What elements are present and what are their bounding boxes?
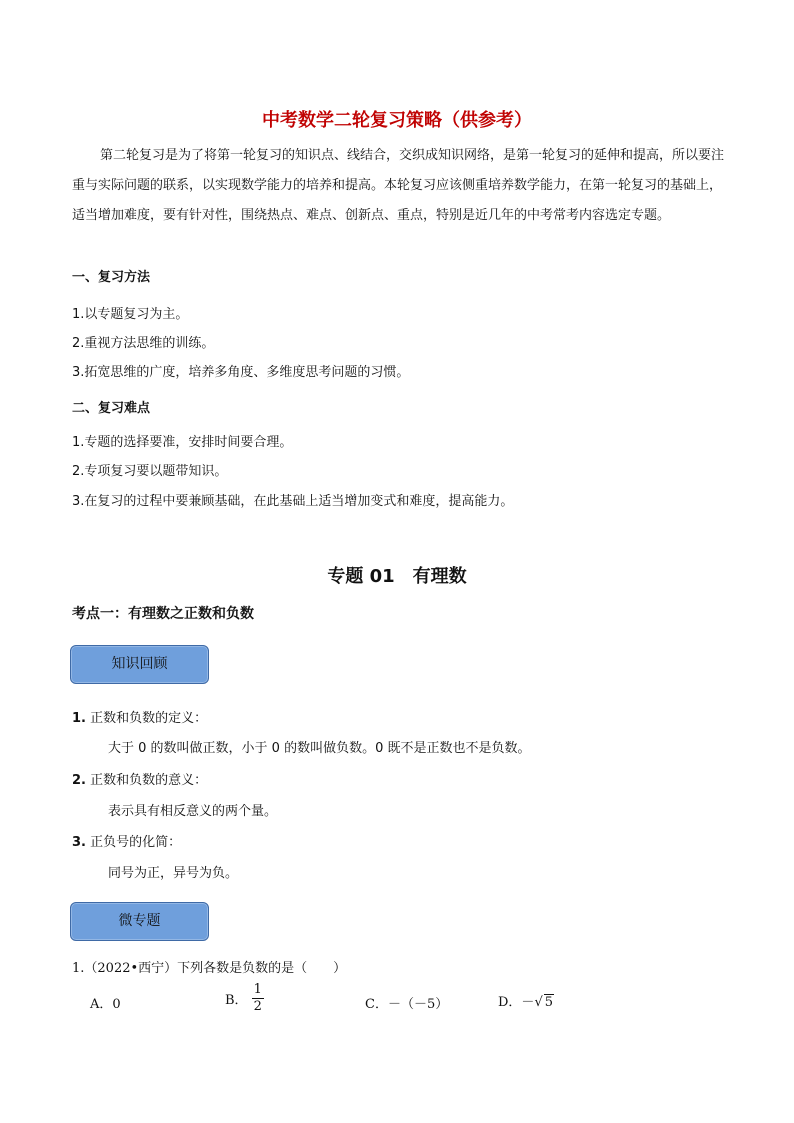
methods-item: 1.以专题复习为主。 <box>72 307 189 322</box>
option-d-label: D．－ <box>498 995 535 1010</box>
micro-topic-badge: 微专题 <box>70 902 209 941</box>
option-d <box>498 991 554 1010</box>
section-heading-difficulties: 二、复习难点 <box>72 401 151 416</box>
difficulties-item: 2.专项复习要以题带知识。 <box>72 464 228 479</box>
option-b-label: B． <box>225 993 248 1008</box>
item-number: 2. <box>72 773 86 788</box>
difficulties-item: 1.专题的选择要准，安排时间要合理。 <box>72 435 293 450</box>
intro-paragraph: 第二轮复习是为了将第一轮复习的知识点、线结合，交织成知识网络，是第一轮复习的延伸和提高，所以要注重与实际问题的联系，以实现数学能力的培养和提高。本轮复习应该侧重培养数学能力，在第一轮复习的基础上，适当增加难度，要有针对性，围绕热点、难点、创新点、重点，特别是近几年的中考常考内容选定专题。 <box>72 148 725 223</box>
item-number: 3. <box>72 835 86 850</box>
page-title: 中考数学二轮复习策略（供参考） <box>262 110 532 131</box>
item-heading: 正负号的化简： <box>90 835 182 850</box>
fraction-denominator: 2 <box>253 999 262 1014</box>
kaodian-heading: 考点一：有理数之正数和负数 <box>72 606 254 622</box>
fraction-numerator: 1 <box>253 982 262 997</box>
item-heading: 正数和负数的意义： <box>90 773 208 788</box>
section-heading-methods: 一、复习方法 <box>72 270 151 285</box>
item-number: 1. <box>72 711 86 726</box>
option-b <box>225 982 264 1015</box>
methods-item: 2.重视方法思维的训练。 <box>72 336 215 351</box>
knowledge-item-2-head <box>72 769 207 788</box>
knowledge-item-3-body: 同号为正，异号为负。 <box>108 866 239 881</box>
knowledge-item-3-head <box>72 831 181 850</box>
option-c: C．－（－5） <box>365 997 449 1012</box>
methods-item: 3.拓宽思维的广度，培养多角度、多维度思考问题的习惯。 <box>72 365 410 380</box>
knowledge-review-badge: 知识回顾 <box>70 645 209 684</box>
question-stem: 1.（2022•西宁）下列各数是负数的是（ ） <box>72 961 347 976</box>
difficulties-item: 3.在复习的过程中要兼顾基础，在此基础上适当增加变式和难度，提高能力。 <box>72 494 514 509</box>
knowledge-item-2-body: 表示具有相反意义的两个量。 <box>108 804 278 819</box>
fraction <box>252 982 264 1015</box>
sqrt-radicand: 5 <box>544 995 554 1010</box>
knowledge-item-1-body: 大于 0 的数叫做正数，小于 0 的数叫做负数。0 既不是正数也不是负数。 <box>108 741 531 756</box>
item-heading: 正数和负数的定义： <box>90 711 208 726</box>
option-a: A．0 <box>90 997 121 1012</box>
sqrt-icon: √ <box>534 995 543 1010</box>
topic-title: 专题 01 有理数 <box>327 566 467 587</box>
knowledge-item-1-head <box>72 707 207 726</box>
